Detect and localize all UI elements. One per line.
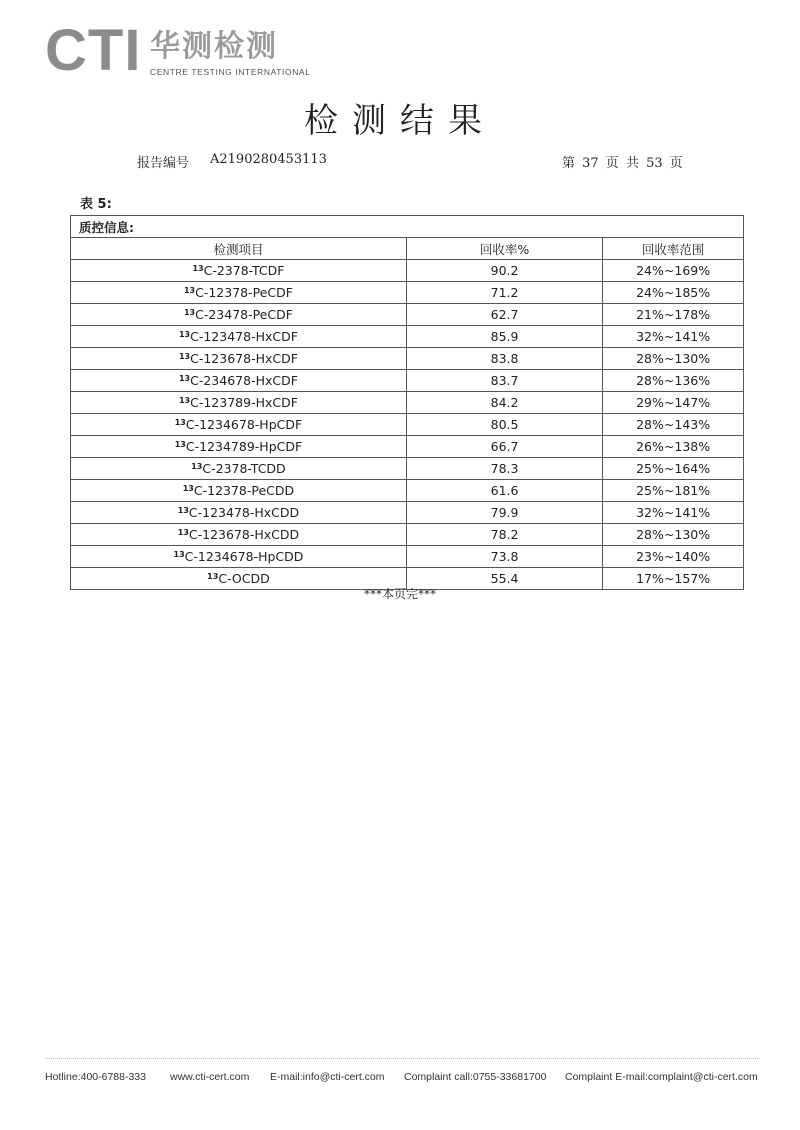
cell-range: 24%~169% xyxy=(603,260,744,282)
cell-item xyxy=(71,260,407,282)
column-header-row xyxy=(71,238,744,260)
report-number-label: 报告编号 xyxy=(137,156,190,171)
company-name-english: CENTRE TESTING INTERNATIONAL xyxy=(150,67,311,77)
compound-name: C-123789-HxCDF xyxy=(190,395,298,410)
table-row xyxy=(71,392,744,414)
cell-recovery: 78.2 xyxy=(406,524,602,546)
cell-recovery: 78.3 xyxy=(406,458,602,480)
column-header-recovery: 回收率% xyxy=(406,238,602,260)
cell-item xyxy=(71,458,407,480)
table-row xyxy=(71,458,744,480)
cell-recovery: 71.2 xyxy=(406,282,602,304)
section-header: 质控信息: xyxy=(71,216,744,238)
table-row xyxy=(71,524,744,546)
table-row xyxy=(71,480,744,502)
cell-item xyxy=(71,282,407,304)
compound-name: C-123478-HxCDD xyxy=(188,505,300,520)
table-row xyxy=(71,502,744,524)
qc-table xyxy=(70,215,744,590)
footer-complaint-call: Complaint call:0755-33681700 xyxy=(404,1071,547,1083)
compound-name: C-1234678-HpCDF xyxy=(185,417,303,432)
footer-divider xyxy=(45,1058,760,1059)
isotope-superscript: 13 xyxy=(177,528,189,537)
cell-range: 23%~140% xyxy=(603,546,744,568)
cell-recovery: 66.7 xyxy=(406,436,602,458)
report-number: A2190280453113 xyxy=(210,152,327,167)
isotope-superscript: 13 xyxy=(178,374,191,383)
isotope-superscript: 13 xyxy=(174,440,186,449)
compound-name: C-123678-HxCDD xyxy=(188,527,300,542)
cell-range: 28%~130% xyxy=(603,348,744,370)
isotope-superscript: 13 xyxy=(191,462,203,471)
isotope-superscript: 13 xyxy=(174,418,186,427)
compound-name: C-OCDD xyxy=(218,571,270,586)
cell-recovery: 61.6 xyxy=(406,480,602,502)
compound-name: C-12378-PeCDF xyxy=(195,285,293,300)
isotope-superscript: 13 xyxy=(183,308,196,317)
cell-range: 25%~181% xyxy=(603,480,744,502)
cell-item xyxy=(71,436,407,458)
table-row xyxy=(71,436,744,458)
compound-name: C-123478-HxCDF xyxy=(190,329,298,344)
cell-recovery: 85.9 xyxy=(406,326,602,348)
table-row xyxy=(71,348,744,370)
isotope-superscript: 13 xyxy=(192,264,204,273)
table-row xyxy=(71,370,744,392)
company-name-chinese: 华测检测 xyxy=(150,29,278,64)
cell-item xyxy=(71,546,407,568)
footer-hotline: Hotline:400-6788-333 xyxy=(45,1071,146,1083)
cell-range: 28%~130% xyxy=(603,524,744,546)
cell-range: 32%~141% xyxy=(603,326,744,348)
footer-email: E-mail:info@cti-cert.com xyxy=(270,1071,385,1083)
cell-recovery: 83.7 xyxy=(406,370,602,392)
column-header-item: 检测项目 xyxy=(71,238,407,260)
cell-recovery: 84.2 xyxy=(406,392,602,414)
table-row xyxy=(71,304,744,326)
cell-range: 32%~141% xyxy=(603,502,744,524)
compound-name: C-2378-TCDF xyxy=(203,263,285,278)
table-row xyxy=(71,282,744,304)
isotope-superscript: 13 xyxy=(183,286,196,295)
page-end-mark: ***本页完*** xyxy=(363,587,436,601)
cell-recovery: 62.7 xyxy=(406,304,602,326)
cell-range: 28%~143% xyxy=(603,414,744,436)
cell-item xyxy=(71,304,407,326)
isotope-superscript: 13 xyxy=(173,550,185,559)
cell-recovery: 79.9 xyxy=(406,502,602,524)
compound-name: C-234678-HxCDF xyxy=(190,373,298,388)
page-indicator: 第 37 页 共 53 页 xyxy=(562,156,683,171)
cell-range: 25%~164% xyxy=(603,458,744,480)
isotope-superscript: 13 xyxy=(207,572,219,581)
cell-item xyxy=(71,326,407,348)
cell-recovery: 73.8 xyxy=(406,546,602,568)
compound-name: C-23478-PeCDF xyxy=(195,307,293,322)
column-header-range: 回收率范围 xyxy=(603,238,744,260)
compound-name: C-12378-PeCDD xyxy=(193,483,295,498)
isotope-superscript: 13 xyxy=(182,484,194,493)
cell-item xyxy=(71,348,407,370)
cell-range: 24%~185% xyxy=(603,282,744,304)
cell-range: 21%~178% xyxy=(603,304,744,326)
footer-website: www.cti-cert.com xyxy=(170,1071,250,1083)
isotope-superscript: 13 xyxy=(178,396,191,405)
cell-recovery: 80.5 xyxy=(406,414,602,436)
page-title: 检测结果 xyxy=(304,101,496,141)
cell-item xyxy=(71,480,407,502)
table-row xyxy=(71,414,744,436)
compound-name: C-1234789-HpCDF xyxy=(185,439,303,454)
cell-item xyxy=(71,524,407,546)
cell-range: 28%~136% xyxy=(603,370,744,392)
cell-range: 29%~147% xyxy=(603,392,744,414)
isotope-superscript: 13 xyxy=(178,330,191,339)
table-row xyxy=(71,546,744,568)
cell-recovery: 90.2 xyxy=(406,260,602,282)
cell-item xyxy=(71,502,407,524)
isotope-superscript: 13 xyxy=(177,506,189,515)
cell-recovery: 55.4 xyxy=(406,568,602,590)
table-label: 表 5: xyxy=(80,197,112,212)
cell-range: 26%~138% xyxy=(603,436,744,458)
cell-range: 17%~157% xyxy=(603,568,744,590)
table-row xyxy=(71,260,744,282)
table-row xyxy=(71,326,744,348)
cell-recovery: 83.8 xyxy=(406,348,602,370)
isotope-superscript: 13 xyxy=(178,352,191,361)
company-logo: CTI xyxy=(45,18,142,83)
table-section-header-row xyxy=(71,216,744,238)
cell-item xyxy=(71,370,407,392)
compound-name: C-123678-HxCDF xyxy=(190,351,298,366)
compound-name: C-2378-TCDD xyxy=(202,461,286,476)
cell-item xyxy=(71,392,407,414)
cell-item xyxy=(71,414,407,436)
footer-complaint-email: Complaint E-mail:complaint@cti-cert.com xyxy=(565,1071,758,1083)
compound-name: C-1234678-HpCDD xyxy=(184,549,304,564)
